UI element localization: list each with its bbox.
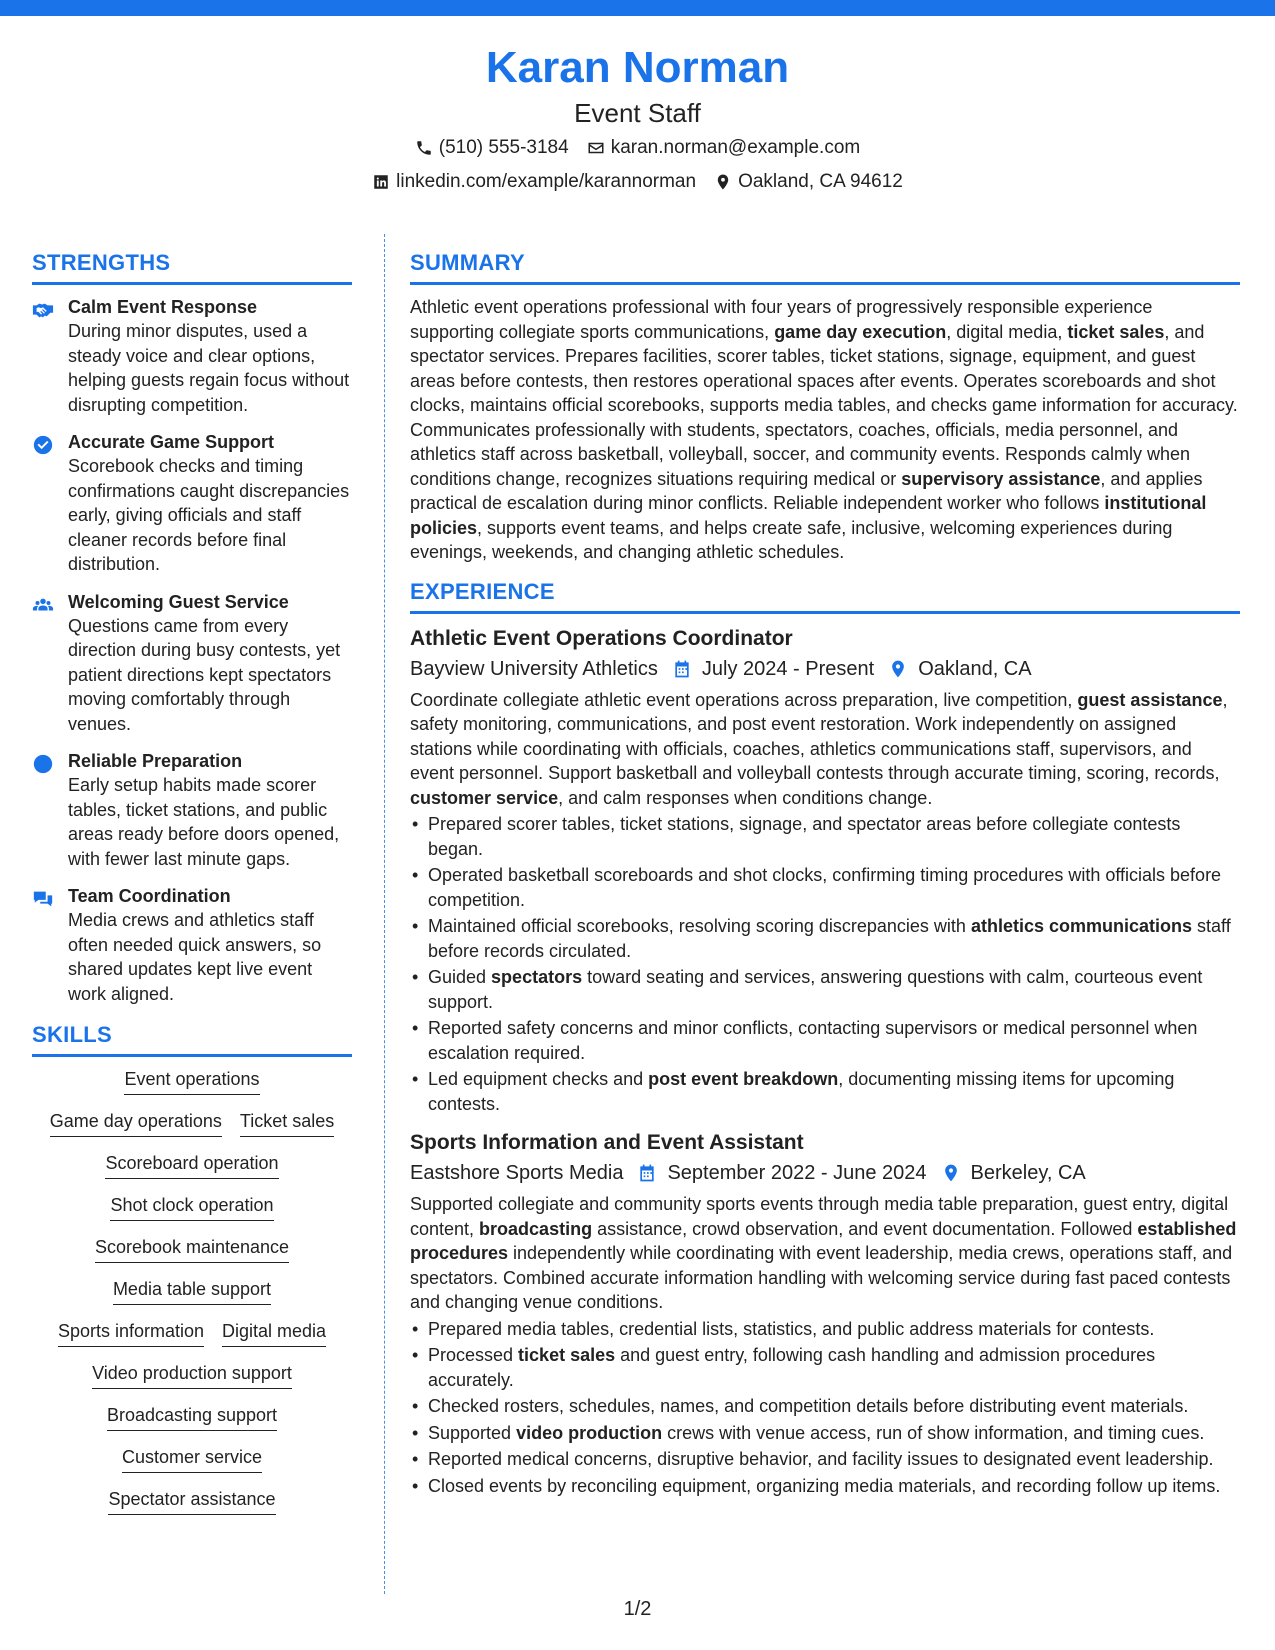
skill-tag: Ticket sales (240, 1109, 334, 1137)
location-text: Oakland, CA 94612 (738, 171, 903, 192)
job-bullets (410, 1317, 1240, 1499)
skill-tag: Sports information (58, 1319, 204, 1347)
envelope-icon (587, 139, 605, 157)
skill-tag: Event operations (124, 1067, 259, 1095)
skill-tag: Scorebook maintenance (95, 1235, 289, 1263)
skill-row (32, 1319, 352, 1347)
column-divider (384, 234, 385, 1594)
strength-text: Scorebook checks and timing confirmations caught discrepancies early, giving officials and staff cleaner records before final distribution. (68, 456, 350, 574)
summary-text: Athletic event operations professional with four years of progressively responsible experience supporting collegiate sports communications, game day execution, digital media, ticket sales, and spectator services. Prepares facilities, scorer tables, ticket stations, signage, equipment, and guest areas before contests, then restores operational spaces after events. Operates scoreboards and shot clocks, maintains official scorebooks, supports media tables, and checks game information for accuracy. Communicates professionally with students, spectators, coaches, officials, media personnel, and athletics staff across basketball, volleyball, soccer, and community events. Responds calmly when conditions change, recognizes situations requiring medical or supervisory assistance, and applies practical de escalation during minor conflicts. Reliable independent worker who follows institutional policies, supports event teams, and helps create safe, inclusive, welcoming experiences during evenings, weekends, and changing athletic schedules. (410, 297, 1238, 562)
job-title: Sports Information and Event Assistant (410, 1131, 804, 1154)
strength-item (32, 430, 352, 577)
strength-body (68, 590, 352, 737)
skill-tag: Video production support (92, 1361, 292, 1389)
skill-row (32, 1445, 352, 1473)
email-text: karan.norman@example.com (610, 137, 861, 158)
map-pin-icon (714, 173, 732, 191)
skill-tag: Digital media (222, 1319, 326, 1347)
job-bullet: • Led equipment checks and post event breakdown, documenting missing items for upcoming contests. (410, 1067, 1240, 1116)
map-pin-icon (888, 659, 908, 679)
skill-row (32, 1151, 352, 1179)
skill-tag: Broadcasting support (107, 1403, 277, 1431)
candidate-title: Event Staff (574, 98, 701, 128)
page-number: 1/2 (623, 1598, 652, 1620)
job-meta (410, 1158, 1240, 1188)
strengths-list (32, 295, 352, 1006)
strength-body (68, 884, 352, 1006)
job-description: Coordinate collegiate athletic event operations across preparation, live competition, guest assistance, safety monitoring, communications, and post event restoration. Work independently on assigned stations while coordinating with officials, coaches, athletics communications staff, supervisors, and event personnel. Support basketball and volleyball contests through accurate timing, scoring, records, customer service, and calm responses when conditions change. (410, 689, 1228, 808)
skill-row (32, 1487, 352, 1515)
job-bullet: • Checked rosters, schedules, names, and competition details before distributing event materials. (410, 1394, 1240, 1419)
map-pin-icon (941, 1163, 961, 1183)
strength-body (68, 295, 352, 417)
clock-icon (32, 753, 54, 775)
skill-row (32, 1235, 352, 1263)
strength-item (32, 749, 352, 871)
job-location: Oakland, CA (918, 657, 1032, 680)
strength-title: Welcoming Guest Service (68, 591, 289, 612)
skill-tag: Spectator assistance (108, 1487, 275, 1515)
strength-body (68, 430, 352, 577)
job-bullets (410, 812, 1240, 1116)
job-bullet: • Prepared media tables, credential lists, statistics, and public address materials for contests. (410, 1317, 1240, 1342)
strengths-heading: STRENGTHS (32, 248, 352, 285)
linkedin-text: linkedin.com/example/karannorman (396, 171, 697, 192)
phone-text: (510) 555-3184 (438, 137, 569, 158)
job-title: Athletic Event Operations Coordinator (410, 626, 793, 650)
strength-title: Reliable Preparation (68, 751, 243, 771)
job-bullet: • Maintained official scorebooks, resolving scoring discrepancies with athletics communications staff before records circulated. (410, 914, 1240, 963)
job-bullet: • Supported video production crews with venue access, run of show information, and timing cues. (410, 1421, 1240, 1446)
strength-item (32, 884, 352, 1006)
job-location: Berkeley, CA (970, 1162, 1086, 1184)
job-bullet: • Processed ticket sales and guest entry, following cash handling and admission procedures accurately. (410, 1343, 1240, 1392)
strength-body (68, 749, 352, 871)
calendar-icon (637, 1163, 657, 1183)
strength-title: Team Coordination (68, 886, 231, 906)
users-icon (32, 594, 54, 616)
experience-heading: EXPERIENCE (410, 577, 1240, 614)
job-bullet: • Prepared scorer tables, ticket stations, signage, and spectator areas before collegiate contests began. (410, 812, 1240, 861)
calendar-icon (672, 659, 692, 679)
strength-text: Questions came from every direction during busy contests, yet patient directions kept spectators moving comfortably through venues. (68, 615, 341, 734)
job-entry (410, 1128, 1240, 1498)
skill-tag: Customer service (122, 1445, 262, 1473)
skill-row (32, 1193, 352, 1221)
job-bullet: • Reported medical concerns, disruptive behavior, and facility issues to designated event leadership. (410, 1447, 1240, 1472)
phone-icon (415, 139, 433, 157)
chat-icon (32, 888, 54, 910)
linkedin-icon (372, 173, 390, 191)
location-contact (714, 166, 903, 198)
phone-contact (415, 132, 569, 164)
skill-row (32, 1067, 352, 1095)
linkedin-contact (372, 166, 696, 198)
skill-row (32, 1277, 352, 1305)
job-bullet: • Operated basketball scoreboards and shot clocks, confirming timing procedures with officials before competition. (410, 863, 1240, 912)
strength-item (32, 590, 352, 737)
job-dates: July 2024 - Present (701, 657, 875, 680)
skills-heading: SKILLS (32, 1020, 352, 1057)
skill-tag: Shot clock operation (110, 1193, 273, 1221)
strength-title: Accurate Game Support (68, 432, 275, 452)
job-description: Supported collegiate and community sports events through media table preparation, guest entry, digital content, broadcasting assistance, crowd observation, and event documentation. Followed established procedures independently while coordinating with event leadership, media crews, operations staff, and spectators. Combined accurate information handling with welcoming service during fast paced contests and changing venue conditions. (410, 1194, 1237, 1312)
handshake-icon (32, 299, 54, 321)
right-column (410, 248, 1240, 1510)
check-badge-icon (32, 434, 54, 456)
strength-text: Media crews and athletics staff often needed quick answers, so shared updates kept live event work aligned. (68, 910, 322, 1004)
job-company: Eastshore Sports Media (410, 1162, 624, 1184)
skill-row (32, 1403, 352, 1431)
skill-tag: Media table support (113, 1277, 271, 1305)
job-meta (410, 654, 1240, 684)
contact-row-2 (0, 166, 1275, 198)
strength-item (32, 295, 352, 417)
job-bullet: • Guided spectators toward seating and services, answering questions with calm, courteous event support. (410, 965, 1240, 1014)
top-accent-bar (0, 0, 1275, 16)
candidate-name: Karan Norman (485, 43, 790, 92)
skill-tag: Scoreboard operation (105, 1151, 278, 1179)
strength-text: During minor disputes, used a steady voice and clear options, helping guests regain focus without disrupting competition. (68, 321, 350, 415)
job-bullet: • Closed events by reconciling equipment, organizing media materials, and recording follow up items. (410, 1474, 1240, 1499)
left-column (32, 248, 352, 1529)
strength-title: Calm Event Response (68, 297, 258, 317)
skill-row (32, 1361, 352, 1389)
job-company: Bayview University Athletics (410, 657, 658, 680)
job-dates: September 2022 - June 2024 (667, 1162, 927, 1184)
skills-list (32, 1067, 352, 1515)
skill-row (32, 1109, 352, 1137)
job-bullet: • Reported safety concerns and minor conflicts, contacting supervisors or medical personnel when escalation required. (410, 1016, 1240, 1065)
email-contact (587, 132, 861, 164)
strength-text: Early setup habits made scorer tables, ticket stations, and public areas ready before doors opened, with fewer last minute gaps. (68, 775, 340, 869)
job-entry (410, 624, 1240, 1117)
contact-row-1 (0, 132, 1275, 164)
resume-header (0, 40, 1275, 198)
skill-tag: Game day operations (50, 1109, 222, 1137)
jobs-list (410, 624, 1240, 1499)
summary-heading: SUMMARY (410, 248, 1240, 285)
